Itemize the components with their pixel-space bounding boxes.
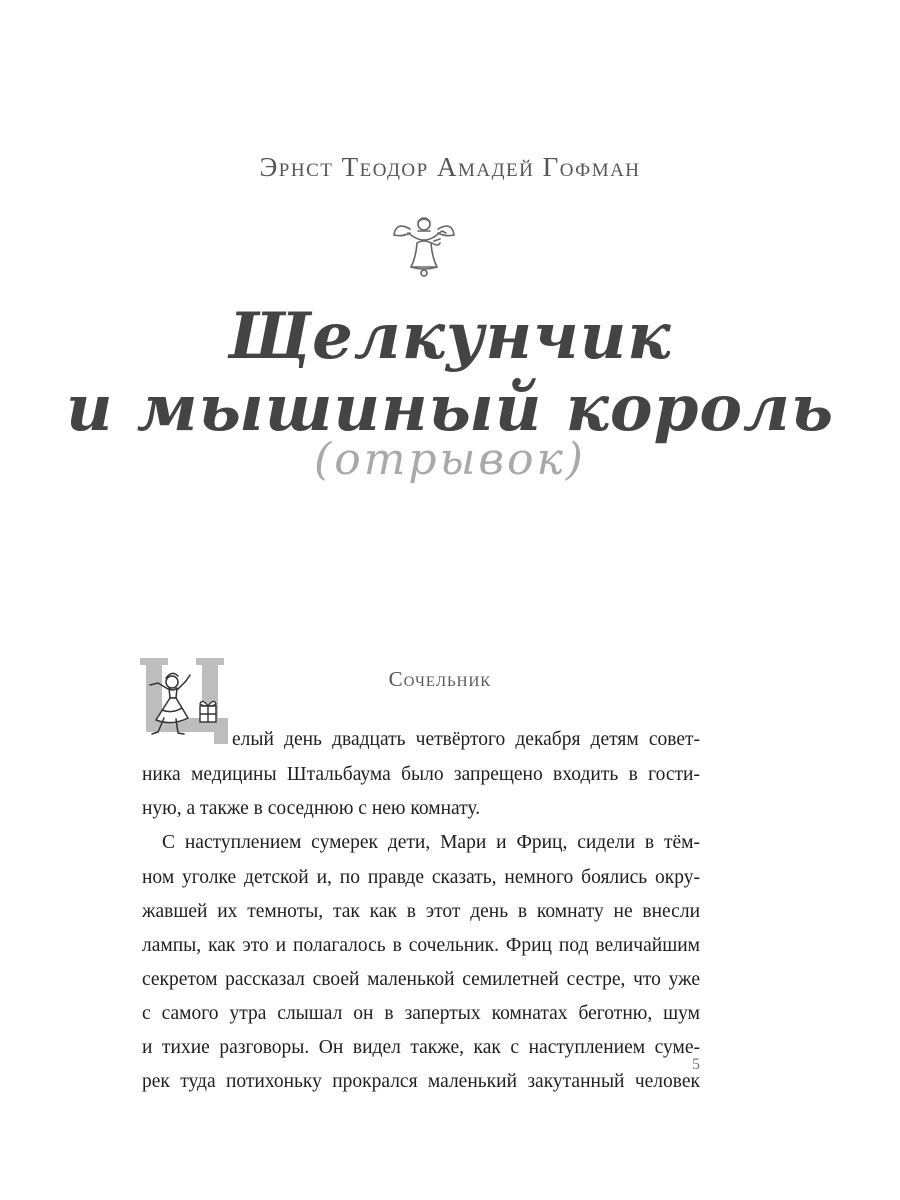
text-line: и тихие разговоры. Он видел также, как с наступлением суме-	[142, 1037, 700, 1058]
text-line: ника медицины Штальбаума было запрещено входить в гости-	[142, 764, 700, 785]
text-line: ном уголке детской и, по правде сказать, немного боялись окру-	[142, 867, 700, 888]
text-line: жавшей их темноты, так как в этот день в комнату не внесли	[142, 901, 700, 922]
text-line: с самого утра слышал он в запертых комнатах беготню, шум	[142, 1003, 700, 1024]
subtitle: (отрывок)	[314, 434, 586, 485]
text-line: С наступлением сумерек дети, Мари и Фриц, сидели в тём-	[162, 832, 700, 853]
author-name: Эрнст Теодор Амадей Гофман	[259, 152, 641, 182]
book-title-line-1: Щелкунчик	[228, 299, 672, 374]
page-number: 5	[692, 1056, 700, 1073]
text-line: лампы, как это и полагалось в сочельник. Фриц под величайшим	[142, 935, 700, 956]
book-title-line-2: и мышиный король	[65, 371, 835, 446]
dancing-girl-with-gift-icon	[138, 656, 230, 746]
text-line: секретом рассказал своей маленькой семилетней сестре, что уже	[142, 969, 700, 990]
chapter-title: Сочельник	[388, 667, 492, 691]
text-line: рек туда потихоньку прокрался маленький закутанный человек	[142, 1071, 700, 1092]
angel-with-bell-icon	[388, 213, 460, 283]
text-line: елый день двадцать четвёртого декабря детям совет-	[232, 729, 700, 750]
text-line: ную, а также в соседнюю с нею комнату.	[142, 798, 481, 819]
